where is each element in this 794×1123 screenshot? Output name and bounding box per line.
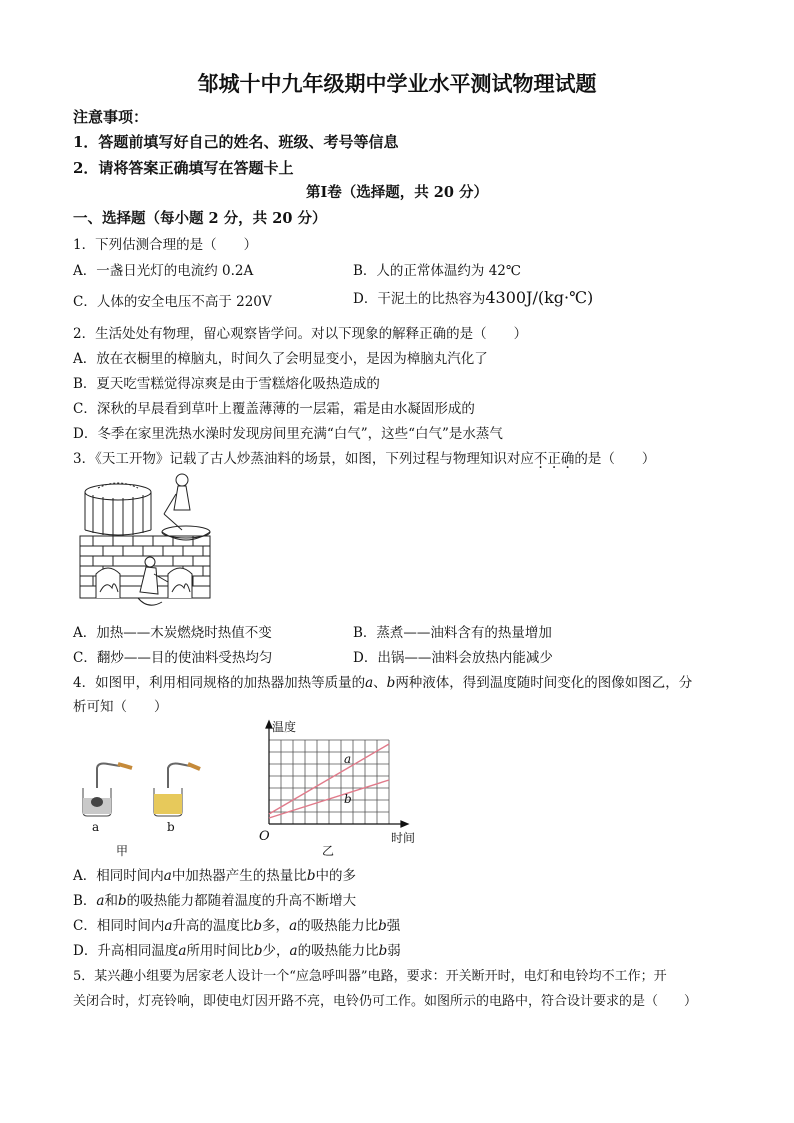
- graph-xlabel: 时间: [391, 831, 416, 845]
- q3-stem-end: 的是（ ）: [574, 451, 656, 467]
- q4-option-a: [73, 864, 356, 884]
- line-b-label: b: [344, 792, 352, 806]
- q3-option-b: B．蒸煮——油料含有的热量增加: [353, 625, 552, 641]
- notice-item-1: 1．答题前填写好自己的姓名、班级、考号等信息: [73, 133, 399, 151]
- graph-origin: O: [259, 829, 270, 844]
- q4-d-var-a2: a: [289, 943, 298, 959]
- q1-option-b: B．人的正常体温约为 42℃: [353, 263, 521, 279]
- notice-heading: 注意事项：: [73, 108, 149, 126]
- q4-d-text-3: 少，: [262, 943, 290, 959]
- notice-item-2: 2．请将答案正确填写在答题卡上: [73, 159, 294, 177]
- graph-ylabel: 温度: [272, 720, 297, 734]
- q4-option-b: [73, 889, 356, 909]
- q4-b-text-1: B．: [73, 893, 97, 909]
- q2-option-a: A．放在衣橱里的樟脑丸，时间久了会明显变小，是因为樟脑丸汽化了: [73, 351, 488, 367]
- q4-a-text-2: 中加热器产生的热量比: [171, 868, 307, 884]
- q2-option-c: C．深秋的早晨看到草叶上覆盖薄薄的一层霜，霜是由水凝固形成的: [73, 401, 475, 417]
- q4-a-text-1: A．相同时间内: [73, 868, 164, 884]
- q4-d-var-b2: b: [378, 943, 388, 959]
- section-title: 第Ⅰ卷（选择题，共 20 分）: [305, 184, 489, 201]
- q4-b-var-a: a: [96, 893, 105, 909]
- q4-b-text-3: 的吸热能力都随着温度的升高不断增大: [126, 893, 357, 909]
- q4-c-var-b2: b: [378, 918, 387, 934]
- q1-option-a: A．一盏日光灯的电流约 0.2A: [73, 263, 254, 279]
- q3-option-c: C．翻炒——目的使油料受热均匀: [73, 650, 273, 666]
- q4-d-text-2: 所用时间比: [186, 943, 254, 959]
- q4-option-c: [73, 914, 400, 934]
- q3-stem-text: 3．《天工开物》记载了古人炒蒸油料的场景，如图，下列过程与物理知识对应: [73, 451, 534, 467]
- q4-b-text-2: 和: [104, 893, 118, 909]
- q4-c-text-4: 的吸热能力比: [297, 918, 379, 934]
- q4-c-var-a2: a: [289, 918, 298, 934]
- q3-stem: [73, 447, 655, 467]
- q4-d-text-4: 的吸热能力比: [297, 943, 379, 959]
- q3-option-a: A．加热——木炭燃烧时热值不变: [73, 625, 272, 641]
- q4-c-var-a: a: [164, 918, 173, 934]
- beaker-a-label: a: [92, 820, 100, 834]
- q2-option-d: D．冬季在家里洗热水澡时发现房间里充满“白气”，这些“白气”是水蒸气: [73, 426, 503, 442]
- q1-option-d-value: 4300J/(kg·℃): [485, 288, 594, 307]
- line-a-label: a: [344, 752, 352, 766]
- figure-yi-label: 乙: [322, 844, 335, 858]
- q3-emphasis-1: 不: [533, 451, 548, 467]
- figure-jia-label: 甲: [116, 844, 129, 858]
- beaker-b-label: b: [167, 820, 175, 834]
- q3-emphasis-2: 正: [547, 451, 561, 467]
- q4-c-var-b: b: [253, 918, 263, 934]
- q4-stem-text: 4．如图甲，利用相同规格的加热器加热等质量的: [73, 675, 366, 691]
- q4-d-var-a: a: [178, 943, 187, 959]
- q1-option-d: [353, 287, 593, 307]
- q4-stem-text-end: 两种液体，得到温度随时间变化的图像如图乙，分: [395, 675, 693, 691]
- q4-a-var-b: b: [306, 868, 316, 884]
- q4-stem-line1: [73, 671, 692, 691]
- q4-d-text-1: D．升高相同温度: [73, 943, 179, 959]
- q3-emphasis-3: 确: [560, 451, 575, 467]
- q4-c-text-3: 多，: [262, 918, 290, 934]
- q4-c-text-5: 强: [386, 918, 401, 934]
- q4-liquid-b: b: [386, 675, 396, 691]
- q2-option-b: B．夏天吃雪糕觉得凉爽是由于雪糕熔化吸热造成的: [73, 376, 380, 392]
- q1-option-c: C．人体的安全电压不高于 220V: [73, 294, 272, 310]
- temperature-time-graph: [255, 718, 420, 843]
- q4-a-text-3: 中的多: [315, 868, 356, 884]
- q4-liquid-a: a: [365, 675, 374, 691]
- page-title: 邹城十中九年级期中学业水平测试物理试题: [197, 71, 597, 96]
- q3-option-d: D．出锅——油料会放热内能减少: [353, 650, 553, 666]
- q2-stem: 2．生活处处有物理，留心观察皆学问。对以下现象的解释正确的是（ ）: [73, 326, 528, 342]
- q4-b-var-b: b: [117, 893, 127, 909]
- q4-stem-line2: 析可知（ ）: [73, 699, 168, 715]
- part-title: 一、选择题（每小题 2 分，共 20 分）: [73, 210, 327, 227]
- q4-c-text-2: 升高的温度比: [172, 918, 254, 934]
- q4-d-var-b: b: [253, 943, 263, 959]
- oil-steaming-illustration: [78, 470, 218, 613]
- q4-option-d: [73, 939, 401, 959]
- q5-stem-line1: 5．某兴趣小组要为居家老人设计一个“应急呼叫器”电路，要求：开关断开时，电灯和电铃均不工作；开: [73, 969, 667, 984]
- q4-sep: 、: [373, 675, 387, 691]
- q4-c-text-1: C．相同时间内: [73, 918, 165, 934]
- q1-stem: 1．下列估测合理的是（ ）: [73, 237, 258, 253]
- q1-option-d-prefix: D．干泥土的比热容为: [353, 291, 486, 307]
- q4-a-var-a: a: [163, 868, 172, 884]
- q4-d-text-5: 弱: [387, 943, 401, 959]
- q5-stem-line2: 关闭合时，灯亮铃响，即使电灯因开路不亮，电铃仍可工作。如图所示的电路中，符合设计要求的是（ ）: [73, 994, 698, 1009]
